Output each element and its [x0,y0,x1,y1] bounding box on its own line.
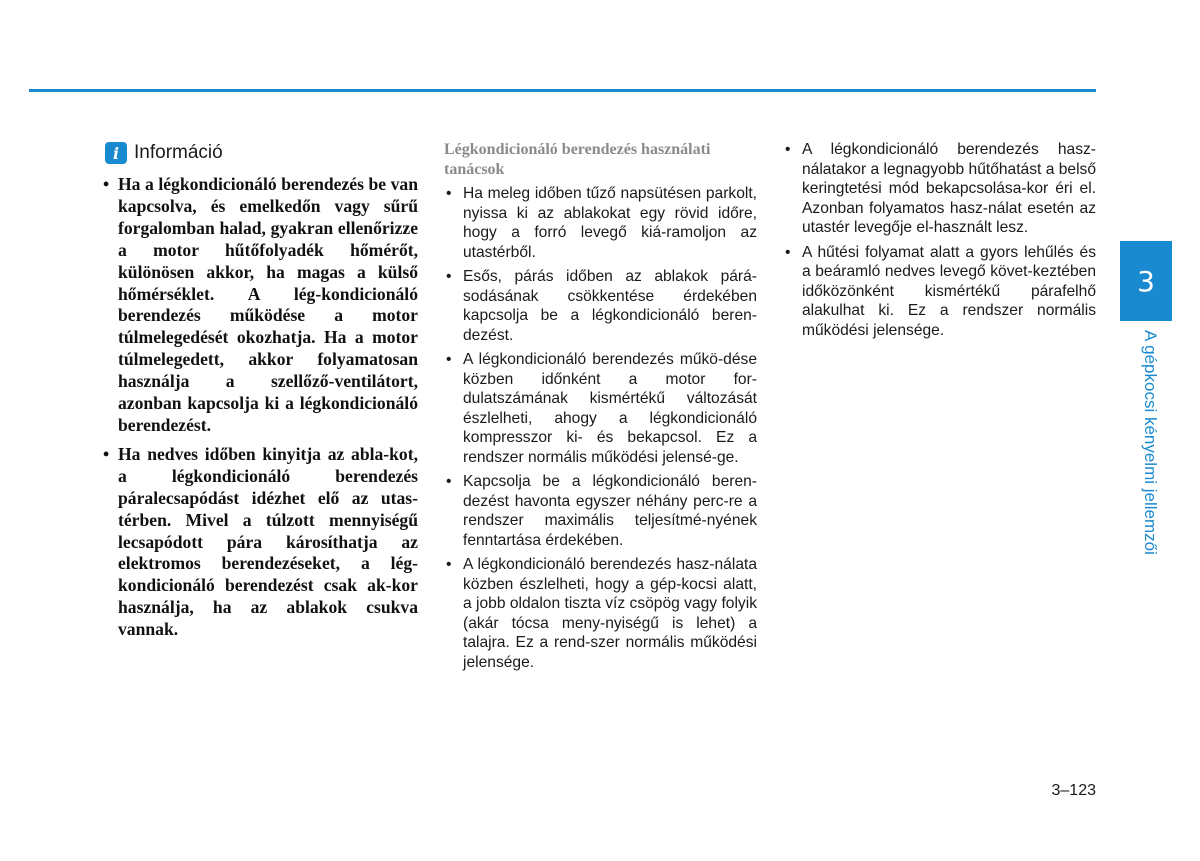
tip-item: • Ha meleg időben tűző napsütésen parkolt, nyissa ki az ablakokat egy rövid időre, hogy a forró levegő kiá-ramoljon az utastérből. [444,184,757,262]
tip-item: • Kapcsolja be a légkondicionáló beren-dezést havonta egyszer néhány perc-re a rendszer maximális teljesítmé-nyének fenntartása érdekében. [444,472,757,550]
chapter-title: A gépkocsi kényelmi jellemzői [1141,330,1160,555]
info-list [103,174,418,641]
tip-item: • A hűtési folyamat alatt a gyors lehűlés és a beáramló nedves levegő követ-keztében időközönként kismértékű párafelhő alakulhat ki. Ez a rendszer normális működési jelensége. [783,243,1096,341]
tip-item: • A légkondicionáló berendezés műkö-dése közben időnként a motor for-dulatszámának kismértékű változását észlelheti, ahogy a légkondicionáló kompresszor ki- és bekapcsol. Ez a rendszer normális működési jelensé-ge. [444,350,757,467]
info-section [103,140,418,641]
info-item: • Ha nedves időben kinyitja az abla-kot, a légkondicionáló berendezés páralecsapódást idézhet elő az utas-térben. Mivel a túlzott mennyiségű lecsapódott pára károsíthatja az elektromos berendezéseket, a lég-kondicionáló berendezést csak ak-kor használja, ha az ablakok csukva vannak. [103,444,418,641]
info-item: • Ha a légkondicionáló berendezés be van kapcsolva, és emelkedőn vagy sűrű forgalomban halad, gyakran ellenőrizze a motor hűtőfolyadék hőmérőt, különösen akkor, ha magas a külső hőmérséklet. A lég-kondicionáló berendezés működése a motor túlmelegedését okozhatja. Ha a motor túlmelegedett, akkor folyamatosan használja a szellőző-ventilátort, azonban kapcsolja ki a légkondicionáló berendezést. [103,174,418,437]
tips-section [444,140,757,672]
tip-item: • A légkondicionáló berendezés hasz-nálata közben észlelheti, hogy a gép-kocsi alatt, a jobb oldalon tiszta víz csöpög vagy folyik (akár tócsa meny-nyiségű is lehet) a talajra. Ez a rend-szer normális működési jelensége. [444,555,757,672]
tips-continued [783,140,1096,340]
chapter-tab: 3 [1120,241,1172,321]
info-icon: i [105,142,127,164]
tips-list-continued [783,140,1096,340]
info-title: Információ [134,142,223,163]
tip-item: • Esős, párás időben az ablakok párá-sodásának csökkentése érdekében kapcsolja be a légkondicionáló beren-dezést. [444,267,757,345]
tip-item: • A légkondicionáló berendezés hasz-nálatakor a legnagyobb hűtőhatást a belső keringtetési mód bekapcsolása-kor éri el. Azonban folyamatos hasz-nálat esetén az utastér levegője el-használt lesz. [783,140,1096,238]
info-header [103,140,418,166]
page-number: 3–123 [1051,782,1096,799]
header-rule [29,89,1096,92]
tips-heading: Légkondicionáló berendezés használati tanácsok [444,141,711,178]
tips-list [444,184,757,672]
